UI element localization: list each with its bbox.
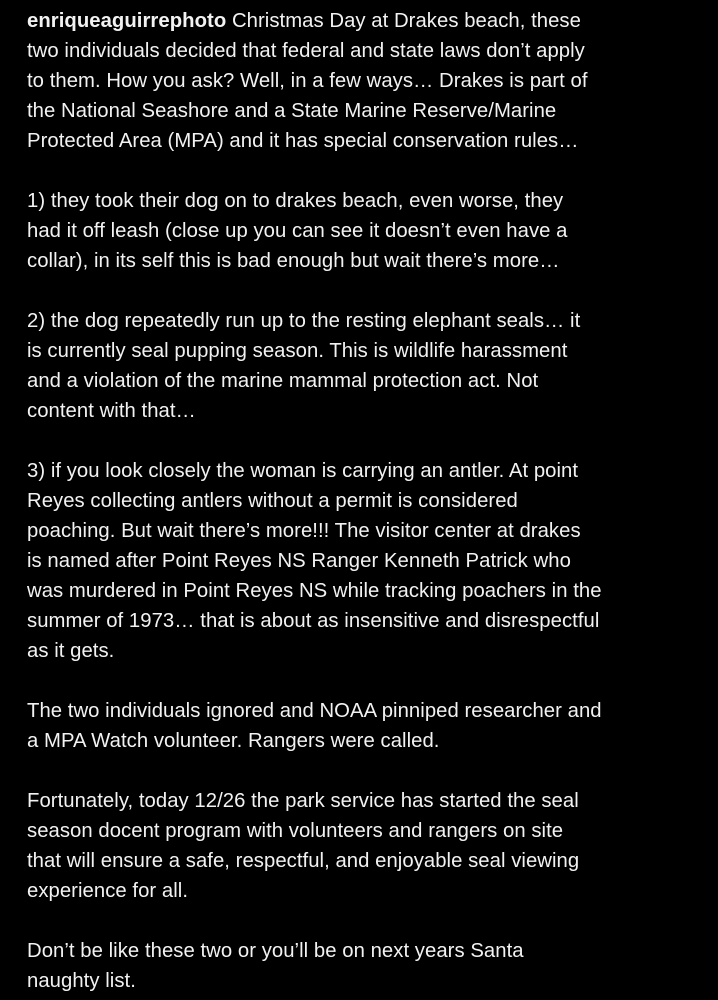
caption-line: 1) they took their dog on to drakes beach, even worse, they bbox=[27, 190, 564, 212]
caption-line: was murdered in Point Reyes NS while tracking poachers in the bbox=[27, 580, 602, 602]
caption-line: is currently seal pupping season. This is wildlife harassment bbox=[27, 340, 568, 362]
caption-line: content with that… bbox=[27, 400, 196, 422]
caption-line: the National Seashore and a State Marine Reserve/Marine bbox=[27, 100, 557, 122]
username-link[interactable]: enriqueaguirrephoto bbox=[27, 10, 227, 32]
caption-line: is named after Point Reyes NS Ranger Kenneth Patrick who bbox=[27, 550, 571, 572]
caption-line: experience for all. bbox=[27, 880, 189, 902]
caption-line: and a violation of the marine mammal protection act. Not bbox=[27, 370, 539, 392]
caption-paragraph bbox=[27, 936, 711, 996]
caption-line: Fortunately, today 12/26 the park service has started the seal bbox=[27, 790, 579, 812]
caption-line: to them. How you ask? Well, in a few ways… Drakes is part of bbox=[27, 70, 588, 92]
caption-paragraph bbox=[27, 6, 711, 156]
caption-line: collar), in its self this is bad enough but wait there’s more… bbox=[27, 250, 560, 272]
caption-line: The two individuals ignored and NOAA pinniped researcher and bbox=[27, 700, 602, 722]
caption-line: season docent program with volunteers and rangers on site bbox=[27, 820, 564, 842]
post-caption bbox=[27, 6, 711, 996]
caption-line: as it gets. bbox=[27, 640, 115, 662]
caption-line-text: Christmas Day at Drakes beach, these bbox=[231, 10, 581, 32]
caption-line: Don’t be like these two or you’ll be on next years Santa bbox=[27, 940, 524, 962]
caption-line: had it off leash (close up you can see it doesn’t even have a bbox=[27, 220, 568, 242]
caption-line: poaching. But wait there’s more!!! The visitor center at drakes bbox=[27, 520, 581, 542]
caption-paragraph bbox=[27, 456, 711, 666]
caption-line: 2) the dog repeatedly run up to the resting elephant seals… it bbox=[27, 310, 581, 332]
caption-line: summer of 1973… that is about as insensitive and disrespectful bbox=[27, 610, 600, 632]
caption-line bbox=[27, 6, 711, 36]
caption-paragraph bbox=[27, 186, 711, 276]
caption-line: naughty list. bbox=[27, 970, 136, 992]
caption-paragraph bbox=[27, 306, 711, 426]
caption-line: Protected Area (MPA) and it has special conservation rules… bbox=[27, 130, 579, 152]
caption-line: that will ensure a safe, respectful, and enjoyable seal viewing bbox=[27, 850, 580, 872]
caption-line: 3) if you look closely the woman is carrying an antler. At point bbox=[27, 460, 579, 482]
caption-paragraph bbox=[27, 786, 711, 906]
caption-line: a MPA Watch volunteer. Rangers were called. bbox=[27, 730, 440, 752]
caption-paragraph bbox=[27, 696, 711, 756]
caption-line: Reyes collecting antlers without a permit is considered bbox=[27, 490, 518, 512]
caption-line: two individuals decided that federal and state laws don’t apply bbox=[27, 40, 585, 62]
